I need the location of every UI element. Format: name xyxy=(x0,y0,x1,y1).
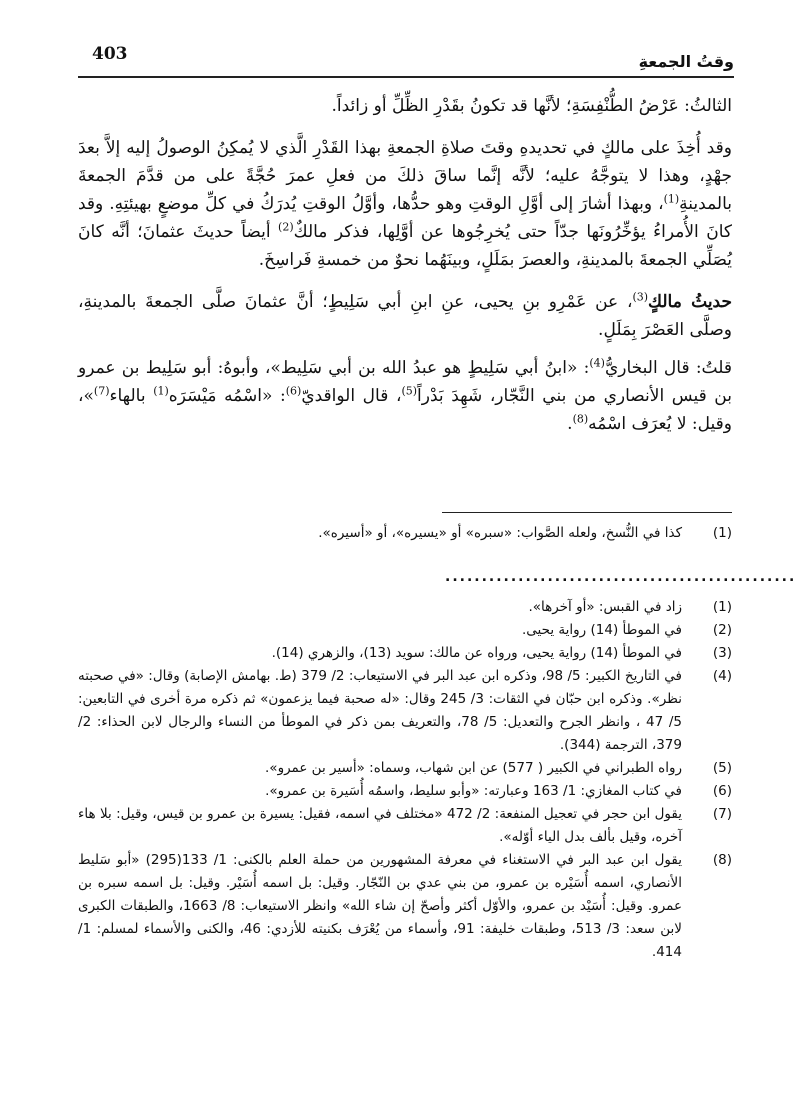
footnote-item xyxy=(78,849,732,964)
footnote-ref: (1) xyxy=(663,192,680,206)
footnote-number: (2) xyxy=(712,622,732,638)
footnote-ref: (2) xyxy=(278,220,294,234)
footnote-item xyxy=(78,642,732,665)
footnote-ref: (6) xyxy=(285,384,302,398)
paragraph-text: ، وبهذا أشارَ إلى أوَّلِ الوقتِ وهو حدُّها، وأوَّلُ الوقتِ يُدرَكُ في كلِّ موضعٍ بهيئتِهِ. وقد كانَ الأُمراءُ يؤخِّرُونَها جدّاً حتى يُخرِجُوها عن أوَّلِها، فذكر مالكٌ xyxy=(78,194,732,242)
footnote-item xyxy=(78,803,732,849)
footnote-number: (1) xyxy=(712,599,732,615)
footnote-number: (6) xyxy=(712,783,732,799)
paragraph-text: أيضاً حديثَ عثمانَ؛ أنَّه كانَ يُصَلِّي الجمعةَ بالمدينةِ، والعصرَ بمَلَلٍ، وبينَهُما نحوٌ من خمسةِ فَراسِخَ. xyxy=(78,222,732,270)
paragraph-text: ، عن عَمْرِو بنِ يحيى، عنِ ابنِ أبي سَلِيطٍ؛ أنَّ عثمانَ صلَّى الجمعةَ بالمدينةِ، وصلَّى العَصْرَ بِمَلَلٍ. xyxy=(78,292,732,340)
paragraph xyxy=(78,92,732,120)
paragraph-text: : «اسْمُه مَيْسَرَه xyxy=(168,386,286,406)
footnote-text: في الموطأ (14) رواية يحيى، ورواه عن مالك: سويد (13)، والزهري (14). xyxy=(271,645,682,661)
footnote-text: في التاريخ الكبير: 5/ 98، وذكره ابن عبد البر في الاستيعاب: 2/ 379 (ط. بهامش الإصابة) وقال: «في صحبته نظر». وذكره ابن حبّان في الثقات: 3/ 245 وقال: «له صحبة فيما يزعمون» ثم ذكره مرة أخرى في التابعين: 5/ 47 ، وانظر الجرح والتعديل: 5/ 78، والتعريف بمن ذكر في الموطأ من النساء والرجال لابن الحذاء: 2/ 379، الترجمة (344). xyxy=(78,668,683,753)
footnote-ref: (5) xyxy=(401,384,418,398)
footnote-number: (3) xyxy=(712,645,732,661)
paragraph-text: بالهاء xyxy=(109,386,154,406)
footnote-ref: (1) xyxy=(153,384,169,398)
editor-note xyxy=(78,522,732,545)
main-text xyxy=(78,92,732,452)
paragraph xyxy=(78,354,732,438)
paragraph-text: قلتُ: قال البخاريُّ xyxy=(604,358,732,378)
editor-note-item xyxy=(78,522,732,545)
page-number: 403 xyxy=(92,44,128,64)
footnote-text: زاد في القبس: «أو آخرها». xyxy=(528,599,682,615)
editor-note-rule xyxy=(442,512,732,513)
footnote-text: في الموطأ (14) رواية يحيى. xyxy=(522,622,682,638)
footnotes xyxy=(78,596,732,964)
footnote-item xyxy=(78,665,732,757)
footnote-text: يقول ابن حجر في تعجيل المنفعة: 2/ 472 «مختلف في اسمه، فقيل: يسيرة بن عمرو بن قيس، وقيل: بلا هاء آخره، وقيل بألف بدل الياء أوّله». xyxy=(78,806,682,845)
footnote-item xyxy=(78,780,732,803)
paragraph-text: ، قال الواقديّ xyxy=(301,386,402,406)
page-header xyxy=(78,42,734,78)
footnote-text: في كتاب المغازي: 1/ 163 وعبارته: «وأبو سليط، واسمُه أُسَيرة بن عمرو». xyxy=(265,783,682,799)
footnote-number: (5) xyxy=(712,760,732,776)
footnote-number: (4) xyxy=(712,668,732,684)
hadith-paragraph xyxy=(78,288,732,344)
footnote-item xyxy=(78,596,732,619)
paragraph-text: . xyxy=(567,414,573,434)
footnote-ref: (7) xyxy=(93,384,110,398)
footnote-number: (7) xyxy=(712,806,732,822)
hadith-lead: حديثُ مالكٍ xyxy=(648,292,732,312)
footnote-item xyxy=(78,619,732,642)
paragraph-text: الثالثُ: عَرْضُ الطُّنْفِسَةِ؛ لأنَّها قد تكونُ بقَدْرِ الظِّلِّ أو زائداً. xyxy=(331,96,732,116)
footnote-text: كذا في النُّسخ، ولعله الصَّواب: «سبره» أو «يسيره»، أو «أسيره». xyxy=(318,525,682,541)
footnote-text: رواه الطبراني في الكبير ( 577) عن ابن شهاب، وسماه: «أسير بن عمرو». xyxy=(265,760,682,776)
dotted-separator: ................................................ xyxy=(445,569,796,585)
footnote-number: (1) xyxy=(712,525,732,541)
footnote-ref: (8) xyxy=(572,412,589,426)
running-head: وقتُ الجمعةِ xyxy=(638,52,734,71)
footnote-item xyxy=(78,757,732,780)
footnote-ref: (4) xyxy=(589,356,605,370)
paragraph-text: : «ابنُ أبي سَلِيطٍ هو عبدُ الله بن أبي سَلِيط»، وأبوهُ: أبو سَلِيط بن عمرو بن قيس الأنصاري من بني النَّجّار، شَهِدَ بَدْراً xyxy=(78,358,732,406)
footnote-ref: (3) xyxy=(632,290,649,304)
paragraph-text: »، وقيل: لا يُعرَف اسْمُه xyxy=(78,386,732,434)
paragraph xyxy=(78,134,732,274)
footnote-number: (8) xyxy=(712,852,732,868)
paragraph-text: وقد أُخِذَ على مالكٍ في تحديدهِ وقتَ صلاةِ الجمعةِ بهذا القَدْرِ الَّذي لا يُمكِنُ الوصولُ إليه إلاَّ بعدَ جهْدٍ، وهذا لا يتوجَّهُ عليه؛ لأنَّه إنَّما ساقَ ذلكَ من فعلِ عمرَ حُجَّةً على من قدَّمَ الجمعةَ بالمدينةِ xyxy=(78,138,732,214)
footnote-text: يقول ابن عبد البر في الاستغناء في معرفة المشهورين من حملة العلم بالكنى: 1/ 133(295) «أبو سَليط الأنصاري، اسمه أُسَيْره بن عمرو، من بني عدي بن النّجّار. وقيل: بل اسمه أُسَيْر. وقيل: بل اسمه سبره بن عمرو. وقيل: أُسَيْد بن عمرو، والأوّل أكثر وأصحّ إن شاء الله» وانظر الاستيعاب: 8/ 1663، والطبقات الكبرى لابن سعد: 3/ 513، وطبقات خليفة: 91، وأسماء من يُعْرَف بكنيته للأزدي: 46، والكنى والأسماء لمسلم: 1/ 414. xyxy=(78,852,682,960)
